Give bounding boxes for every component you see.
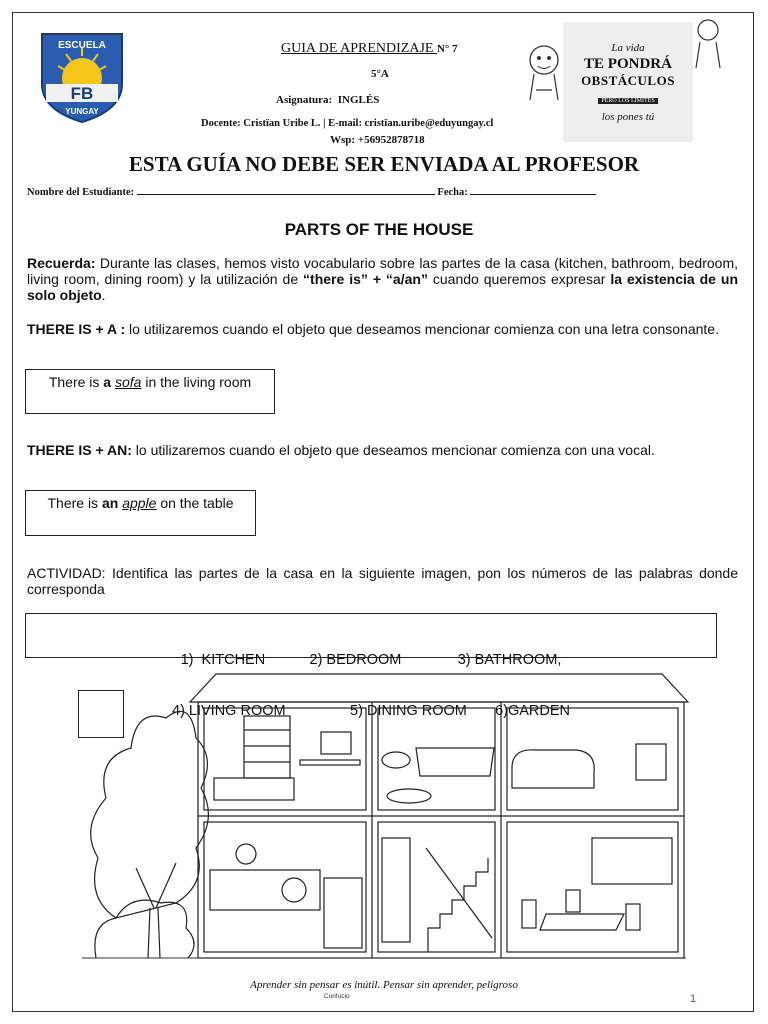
- recuerda-bold-2: la existencia de un solo objeto: [27, 271, 738, 303]
- date-label: Fecha:: [437, 187, 471, 198]
- house-illustration: [76, 668, 692, 968]
- motto-line-2: TE PONDRÁ: [584, 56, 672, 72]
- subject-value: INGLÉS: [337, 94, 380, 106]
- motto-image: [563, 22, 693, 142]
- example-an-box: [25, 490, 256, 536]
- recuerda-paragraph: [27, 255, 738, 303]
- page-number: 1: [690, 993, 697, 1005]
- example-an-pre: There is: [47, 495, 102, 511]
- activity-paragraph: ACTIVIDAD: Identifica las partes de la casa en la siguiente imagen, pon los números de las palabras donde corresponda: [27, 565, 738, 597]
- example-an-article: an: [101, 495, 119, 511]
- example-a-article: a: [103, 374, 112, 390]
- guide-title-text: GUIA DE APRENDIZAJE: [281, 41, 437, 56]
- phone-line: Wsp: +56952878718: [330, 134, 425, 146]
- rule-an-label: THERE IS + AN:: [27, 442, 132, 458]
- example-an-post: on the table: [156, 495, 234, 511]
- answer-box-garden[interactable]: [78, 690, 124, 738]
- date-field[interactable]: [470, 194, 596, 195]
- student-row: [27, 187, 596, 198]
- recuerda-label: Recuerda:: [27, 255, 96, 271]
- example-a-box: [25, 369, 275, 414]
- rule-an-paragraph: [27, 442, 738, 458]
- guide-number: N° 7: [436, 43, 458, 55]
- student-name-label: Nombre del Estudiante:: [27, 187, 137, 198]
- subject-row: [276, 94, 379, 106]
- cartoon-character-right-icon: [692, 16, 724, 76]
- example-a-post: in the living room: [141, 374, 252, 390]
- example-an-word: apple: [122, 495, 157, 511]
- word-bank-box: [25, 613, 717, 719]
- recuerda-text-1: Durante las clases, hemos visto vocabulario sobre las partes de la casa (kitchen, bathroom, bedroom, living room, dining room) y la utilización de: [27, 255, 738, 287]
- rule-a-label: THERE IS + A :: [27, 321, 126, 337]
- guide-title: [281, 41, 458, 57]
- cartoon-character-icon: [520, 40, 566, 110]
- logo-text-bottom: YUNGAY: [65, 107, 99, 116]
- recuerda-text-2: cuando queremos expresar: [427, 271, 611, 287]
- grade: 5°A: [371, 68, 389, 80]
- logo-text-top: ESCUELA: [58, 40, 106, 51]
- motto-line-1: La vida: [611, 42, 645, 54]
- motto-line-3: OBSTÁCULOS: [581, 73, 675, 88]
- section-title: PARTS OF THE HOUSE: [284, 220, 474, 239]
- logo-text-mid: FB: [70, 84, 94, 103]
- recuerda-text-3: .: [101, 287, 106, 303]
- rule-a-paragraph: [27, 321, 738, 337]
- rule-an-text: lo utilizaremos cuando el objeto que deseamos mencionar comienza con una vocal.: [131, 442, 655, 458]
- word-bank-line-1: 1) KITCHEN 2) BEDROOM 3) BATHROOM,: [180, 652, 562, 668]
- subject-label: Asignatura:: [276, 94, 333, 106]
- rule-a-text: lo utilizaremos cuando el objeto que deseamos mencionar comienza con una letra consonante.: [125, 321, 719, 337]
- example-a-word: sofa: [114, 374, 142, 390]
- notice-heading: ESTA GUÍA NO DEBE SER ENVIADA AL PROFESOR: [128, 152, 640, 176]
- recuerda-bold-1: “there is” + “a/an”: [303, 271, 428, 287]
- school-logo: [38, 26, 126, 124]
- footer-author: Confucio: [324, 993, 350, 1000]
- word-bank-line-2: 4) LIVING ROOM 5) DINING ROOM 6)GARDEN: [172, 703, 570, 719]
- example-a-pre: There is: [48, 374, 104, 390]
- motto-line-5: los pones tú: [601, 111, 655, 123]
- motto-line-4: PERO LOS LÍMITES: [598, 98, 657, 104]
- teacher-line: Docente: Cristïan Uribe L. | E-mail: cristïan.uribe@eduyungay.cl: [201, 118, 494, 129]
- student-name-field[interactable]: [137, 194, 435, 195]
- footer-quote: Aprender sin pensar es inútil. Pensar sin aprender, peligroso: [250, 979, 518, 991]
